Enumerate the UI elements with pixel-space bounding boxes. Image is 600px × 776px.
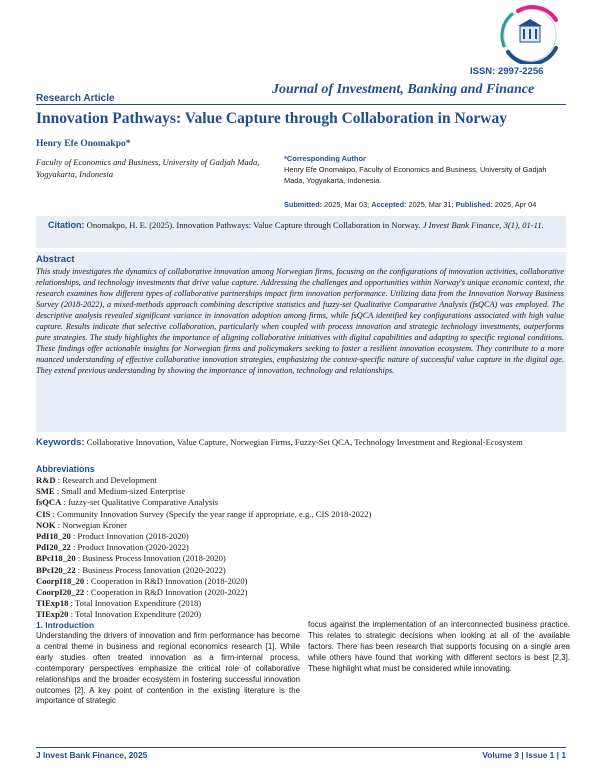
list-item: [36, 542, 436, 553]
abbrev-def: : Product Innovation (2018-2020): [73, 531, 189, 542]
abbrev-def: : Total Innovation Expenditure (2020): [70, 609, 202, 620]
abbrev-def: : Product Innovation (2020-2022): [73, 542, 189, 553]
abbrev-def: : Cooperation in R&D Innovation (2018-2020): [86, 575, 248, 586]
accepted-date: 2025, Mar 31;: [408, 200, 454, 209]
keywords-label: Keywords:: [36, 437, 85, 448]
citation-text-wrap: [48, 220, 563, 232]
list-item: [36, 509, 436, 520]
list-item: [36, 475, 436, 486]
abbrev-def: : Business Process Innovation (2018-2020): [77, 553, 226, 564]
keywords: [36, 437, 568, 448]
list-item: [36, 576, 436, 587]
footer-volume: Volume 3 | Issue 1 | 1: [482, 750, 566, 760]
corresponding-author: [284, 154, 568, 186]
corresponding-text: Henry Efe Onomakpo, Faculty of Economics and Business, University of Gadjah Mada, Yogyakarta, Indonesia.: [284, 165, 547, 185]
accepted-label: Accepted:: [371, 200, 407, 209]
list-item: [36, 553, 436, 564]
issn-label: ISSN: 2997-2256: [470, 66, 544, 77]
article-dates: [284, 200, 574, 209]
abstract-body: This study investigates the dynamics of collaborative innovation among Norwegian firms, focusing on the configurations of innovation activities, collaborative relationships, and technology investments that drive value capture. Addressing the challenges and opportunities within Norway's unique economic context, the research examines how different types of collaborative partnerships impact firm innovation performance. Utilizing data from the Innovation Norway Business Survey (2018-2022), a mixed-methods approach combining descriptive statistics and fuzzy-set Qualitative Comparative Analysis (fsQCA) was employed. The descriptive analysis revealed significant variance in innovation adoption among firms, while fsQCA identified key configurations associated with high value capture. Results indicate that selective collaboration, particularly when coupled with process innovation and strategic technology investments, outperforms pure strategies. The study highlights the importance of aligning collaborative initiatives with digital capabilities and adapting to specific regional conditions. These findings offer actionable insights for Norwegian firms and policymakers seeking to foster a resilient innovation ecosystem. They contribute to a more nuanced understanding of effective collaborative innovation strategies, emphasizing the context-specific nature of successful value capture in the digital age. They extend previous understanding by showing the importance of innovation, technology and relationships.: [36, 267, 564, 375]
abbrev-def: : Cooperation in R&D Innovation (2020-2022): [86, 587, 248, 598]
abstract-heading: Abstract: [36, 254, 75, 265]
citation-journal: J Invest Bank Finance, 3(1), 01-11.: [422, 220, 544, 230]
abbrev-term: R&D: [36, 475, 56, 485]
abbrev-term: SME: [36, 486, 55, 497]
citation-text: Onomakpo, H. E. (2025). Innovation Pathways: Value Capture through Collaboration in Norway.: [86, 220, 421, 230]
abbrev-term: BPcI20_22: [36, 564, 76, 575]
paper-title: Innovation Pathways: Value Capture through Collaboration in Norway: [36, 110, 507, 127]
citation-label: Citation:: [48, 220, 85, 230]
abbrev-term: CoorpI20_22: [36, 587, 85, 598]
abbrev-term: TIExp20: [36, 609, 69, 620]
submitted-label: Submitted:: [284, 200, 323, 209]
section-label: Research Article: [36, 93, 115, 104]
journal-title: Journal of Investment, Banking and Finance: [272, 82, 535, 97]
citation-box: [36, 216, 566, 248]
author-affiliation: Faculty of Economics and Business, University of Gadjah Mada, Yogyakarta, Indonesia: [36, 157, 260, 179]
abbrev-def: : Community Innovation Survey (Specify the year range if appropriate, e.g., CIS 2018-2022): [52, 508, 372, 519]
corresponding-heading: *Corresponding Author: [284, 154, 366, 163]
keywords-text: Collaborative Innovation, Value Capture, Norwegian Firms, Fuzzy-Set QCA, Technology Investment and Regional-Ecosystem: [86, 437, 523, 447]
abbrev-term: PdI18_20: [36, 531, 71, 542]
list-item: [36, 520, 436, 531]
abbreviations-list: [36, 475, 436, 621]
list-item: [36, 565, 436, 576]
journal-banner: [266, 80, 566, 102]
abbrev-term: NOK: [36, 519, 56, 530]
abbreviations-heading: Abbreviations: [36, 464, 95, 474]
abstract-box: [36, 252, 566, 432]
author-name: Henry Efe Onomakpo*: [36, 139, 131, 149]
abbrev-term: CoorpI18_20: [36, 575, 85, 586]
abbrev-def: : Research and Development: [57, 475, 157, 485]
introduction-column-1: Understanding the drivers of innovation and firm performance has become a central theme in business and regional economics research [1]. While early studies often treated innovation as a firm-internal process, contemporary perspectives emphasize the critical role of collaborative relationships and the broader ecosystem in fostering successful innovation outcomes [2]. A key point of contention in the existing literature is the importance of strategic: [36, 631, 300, 706]
list-item: [36, 609, 436, 620]
list-item: [36, 497, 436, 508]
list-item: [36, 531, 436, 542]
abbrev-def: : fuzzy-set Qualitative Comparative Analysis: [63, 497, 219, 508]
list-item: [36, 587, 436, 598]
introduction-column-2: focus against the implementation of an interconnected business practice. This relates to strategic decisions when looking at all of the available factors. There has been research that supports focusing on a single area while others have found that working with different sectors is best [2,3]. These highlight what must be considered while innovating.: [308, 620, 570, 673]
abbrev-def: : Business Process Innovation (2020-2022): [77, 564, 226, 575]
list-item: [36, 486, 436, 497]
published-date: 2025, Apr 04: [494, 200, 537, 209]
abbrev-term: PdI20_22: [36, 542, 71, 553]
journal-seal-icon: [478, 2, 578, 64]
abbrev-term: fsQCA: [36, 497, 62, 508]
abbrev-def: : Norwegian Kroner: [57, 519, 127, 530]
abbrev-term: CIS: [36, 508, 51, 519]
abbrev-term: BPcI18_20: [36, 553, 76, 564]
journal-logo: [478, 2, 578, 64]
header-rule: [36, 104, 566, 105]
published-label: Published:: [455, 200, 493, 209]
abbrev-def: : Small and Medium-sized Enterprise: [56, 486, 186, 497]
list-item: [36, 598, 436, 609]
footer-rule: [36, 747, 566, 748]
footer-journal: J Invest Bank Finance, 2025: [36, 750, 148, 760]
introduction-heading: 1. Introduction: [36, 620, 95, 630]
abbrev-def: : Total Innovation Expenditure (2018): [70, 598, 202, 609]
abbrev-term: TIExp18: [36, 598, 69, 609]
submitted-date: 2025, Mar 03;: [324, 200, 370, 209]
